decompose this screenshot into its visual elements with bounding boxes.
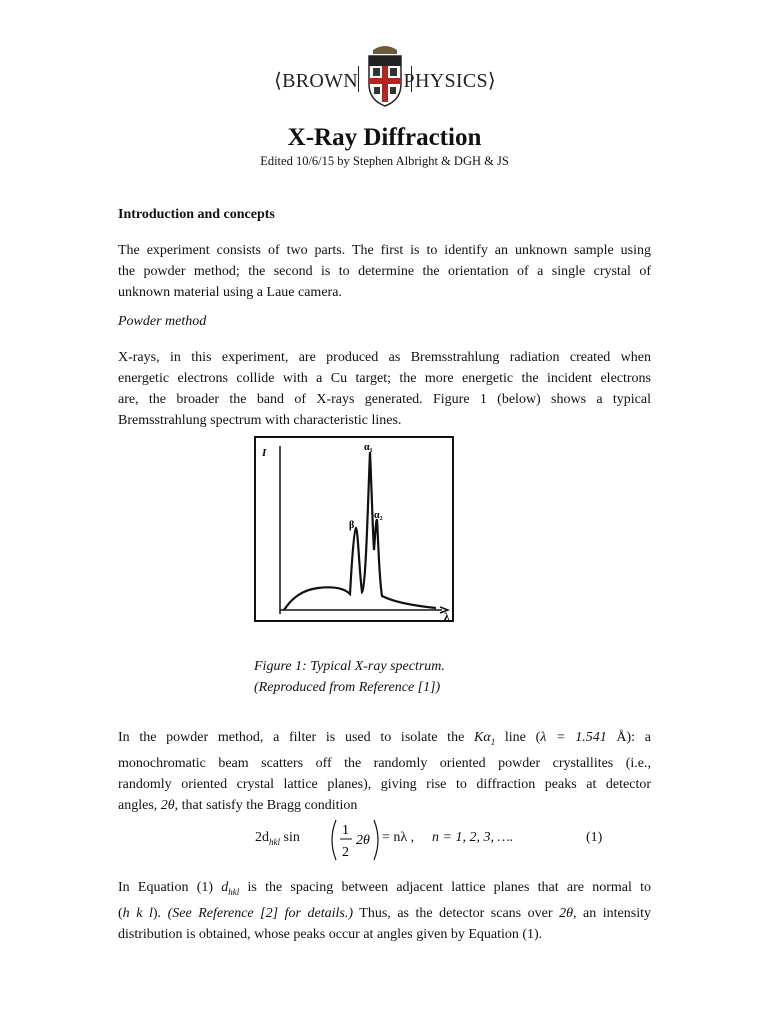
figure-xray-spectrum xyxy=(254,436,454,622)
logo-divider xyxy=(358,66,359,92)
peak-label-alpha2: α₂ xyxy=(374,510,383,521)
spectrum-plot xyxy=(256,438,452,620)
equation-n-values: n = 1, 2, 3, …. xyxy=(432,830,514,845)
text-line: Bremsstrahlung spectrum with characteristic lines. xyxy=(118,413,402,428)
text-line: energetic electrons collide with a Cu target; the more energetic the incident electrons xyxy=(118,371,651,386)
text-line: In Equation (1) $d_{hkl}$ is the spacing between adjacent lattice planes that are normal to xyxy=(118,880,652,897)
text-line: angles, 2θ, that satisfy the Bragg condition xyxy=(118,797,358,813)
y-axis-label: I xyxy=(262,447,267,459)
logo-text-physics: PHYSICS⟩ xyxy=(403,70,496,92)
equation-rhs: = nλ , xyxy=(382,830,415,845)
equation-number: (1) xyxy=(586,830,603,845)
section-heading-powder: Powder method xyxy=(118,314,207,329)
svg-text:2θ: 2θ xyxy=(356,833,370,848)
text-line: monochromatic beam scatters off the randomly oriented powder crystallites (i.e., xyxy=(118,755,651,771)
figure-caption xyxy=(254,656,445,698)
peak-label-beta: β xyxy=(349,520,355,531)
caption-line: (Reproduced from Reference [1]) xyxy=(254,680,441,695)
brown-physics-logo xyxy=(274,44,496,112)
paragraph-intro xyxy=(118,240,651,303)
svg-text:1: 1 xyxy=(342,823,349,838)
section-heading-intro: Introduction and concepts xyxy=(118,207,275,222)
logo-text-brown: ⟨BROWN xyxy=(274,70,359,92)
text-line: randomly oriented crystal lattice planes), giving rise to diffraction peaks at detector xyxy=(118,776,651,792)
document-title: X-Ray Diffraction xyxy=(287,124,482,151)
x-axis-label: λ xyxy=(444,611,450,620)
caption-line: Figure 1: Typical X-ray spectrum. xyxy=(254,659,445,674)
equation-lhs: $2d_{hkl}$ sin xyxy=(255,830,300,847)
text-line: The experiment consists of two parts. The first is to identify an unknown sample using xyxy=(118,243,651,258)
text-line: X-rays, in this experiment, are produced as Bremsstrahlung radiation created when xyxy=(118,350,651,365)
text-line: the powder method; the second is to determine the orientation of a single crystal of xyxy=(118,264,651,279)
edited-note: Edited 10/6/15 by Stephen Albright & DGH & JS xyxy=(260,154,509,168)
paragraph-equation-explanation xyxy=(118,877,651,945)
brown-crest-icon xyxy=(363,44,407,108)
peak-label-alpha1: α₁ xyxy=(364,442,373,453)
paragraph-powder xyxy=(118,347,651,431)
svg-text:2: 2 xyxy=(342,845,349,860)
text-line: (h k l). (See Reference [2] for details.) Thus, as the detector scans over 2θ, an intensity xyxy=(118,905,651,921)
text-line: are, the broader the band of X-rays generated. Figure 1 (below) shows a typical xyxy=(118,392,651,407)
spectrum-curve xyxy=(284,452,436,610)
text-line: unknown material using a Laue camera. xyxy=(118,285,342,300)
paragraph-powder-method xyxy=(118,727,651,816)
text-line: distribution is obtained, whose peaks occur at angles given by Equation (1). xyxy=(118,926,543,942)
text-line: In the powder method, a filter is used to isolate the $K\alpha_1$ line (λ = 1.541 Å): a xyxy=(118,730,651,747)
